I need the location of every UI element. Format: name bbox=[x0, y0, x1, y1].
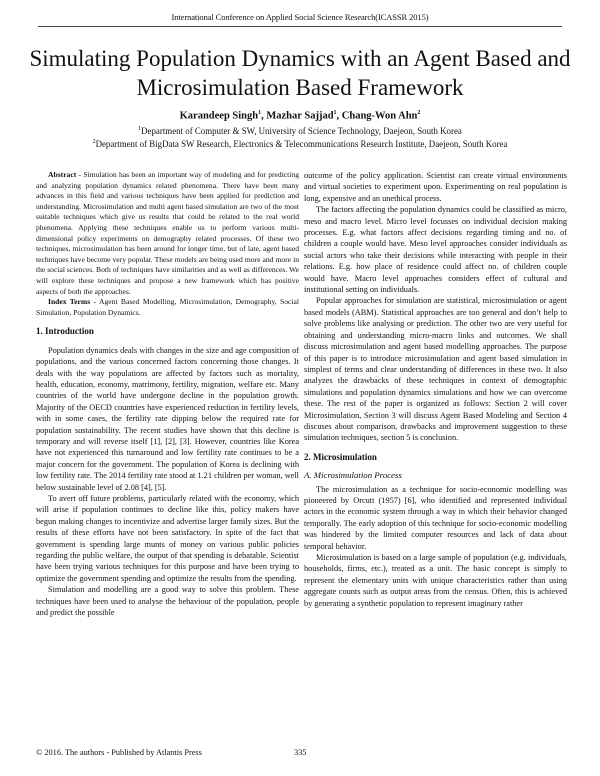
abstract-label: Abstract bbox=[48, 170, 77, 179]
affiliation-text: Department of Computer & SW, University of Science Technology, Daejeon, South Korea bbox=[141, 126, 462, 136]
paragraph: To avert off future problems, particularly related with the economy, which will arise if population continues to decline like this, policy makers have begun making changes to incentivize and advertise larger family sizes. But the results of these efforts have not been satisfactory. In spite of the fact that government is spending large munts of money on various public policies regarding the public welfare, the output of that spending is debatable. Scientist have been trying various techniques for this purpose and have been trying to optimize the government spending and optimize the results from the spending. bbox=[36, 494, 299, 583]
affiliation-1 bbox=[0, 126, 600, 136]
header-rule bbox=[38, 26, 562, 27]
section-heading-introduction: 1. Introduction bbox=[36, 326, 94, 337]
author-separator: , bbox=[261, 110, 267, 122]
paper-title bbox=[20, 44, 580, 102]
paragraph: outcome of the policy application. Scientist can create virtual environments and virtual societies to experiment upon. Experimenting on real population is long, expensive and an unethical process. bbox=[304, 171, 567, 203]
index-terms-label: Index Terms bbox=[48, 297, 91, 307]
index-terms-text: - Agent Based Modelling, Microsimulation, Demography, Social Simulation, Population Dynamics. bbox=[36, 297, 299, 317]
copyright-notice: © 2016. The authors - Published by Atlantis Press bbox=[36, 748, 202, 757]
paragraph: Popular approaches for simulation are statistical, microsimulation or agent based models (ABM). Statistical approaches are too general and don’t help to solve problems like analysing or prediction. The other two are very useful for obtaining and understanding micro-macro links and outcomes. We shall discuss microsimulation and agent based modelling approaches. The purpose of this paper is to introduce microsimulation and agent based simulation in simplest of terms and clear understanding of differences in these two. It also analyzes the drawbacks of these techniques in context of demographic simulations and population dynamics simulations and how we can overcome these. The rest of the paper is organized as follows: Section 2 will cover Microsimulation, Section 3 will discuss Agent Based Modeling and Section 4 discuses about comparison, drawbacks and improvement suggestion to these simulation techniques, section 5 is conclusion. bbox=[304, 296, 567, 443]
title-line-1: Simulating Population Dynamics with an Agent Based and bbox=[29, 46, 571, 71]
paragraph: Population dynamics deals with changes in the size and age composition of populations, and the various concerned factors concerning those changes. It deals with the way populations are affected by factors such as mortality, health, education, economy, matrimony, fertility, migration, welfare etc. Many countries of the world have undergone decline in the population growth. Majority of the OECD countries have experienced reduction in fertility levels, with in some cases, the fertility rate dipping below the required rate for population sustainability. The recent studies have shown that this decline is temporary and will reverse itself [1], [2], [3]. However, countries like Korea have not experienced this turnaround and low fertility rate continues to be a major concern for the government. The population of Korea is declining with low fertility rate. The 2014 fertility rate stood at 1.21 children per woman, well below sustainable level of 2.08 [4], [5]. bbox=[36, 345, 299, 492]
paragraph: Simulation and modelling are a good way to solve this problem. These techniques have been used to analyse the behaviour of the population, people and predict the possible bbox=[36, 585, 299, 618]
affiliation-2 bbox=[0, 139, 600, 149]
abstract bbox=[36, 170, 299, 297]
author-affiliation-mark: 1 bbox=[258, 110, 262, 116]
author-affiliation-mark: 1 bbox=[333, 110, 337, 116]
page-number: 335 bbox=[294, 748, 307, 757]
affiliation-mark: 1 bbox=[138, 126, 142, 133]
conference-header: International Conference on Applied Social Science Research(ICASSR 2015) bbox=[171, 12, 429, 22]
subsection-heading-microsimulation-process: A. Microsimulation Process bbox=[304, 470, 402, 481]
author-name: Karandeep Singh bbox=[179, 110, 259, 122]
paragraph: Microsimulation is based on a large sample of population (e.g. individuals, households, firms, etc.), treated as a unit. The basic concept is simply to represent the elementary units with unique characteristics rather than using aggregate counts such as output areas from the census. Often, this is achieved by generating a synthetic population to represent imaginary rather bbox=[304, 553, 567, 608]
left-column bbox=[36, 170, 299, 618]
section-heading-microsimulation: 2. Microsimulation bbox=[304, 451, 377, 462]
abstract-text: - Simulation has been an important way of modeling and for predicting and analyzing population dynamics related phenomena. There have been many advances in this field and various techniques have been applied for prediction and understanding. Microsimulation and multi agent based simulation are two of the most suitable techniques which give us results that could be related to the real world phenomena. Applying these techniques enable us to perform various multi-dimensional policy experiments on demography related processes. Of these two techniques, microsimulation has been around for longer time, but of late, agent based techniques have become very popular. These models are being used more and more in the social sciences. Both of techniques have similarities and as well as differences. We will explore these techniques and propose a new framework which has positive aspects of both the approaches. bbox=[36, 170, 299, 296]
title-line-2: Microsimulation Based Framework bbox=[136, 75, 464, 100]
author-affiliation-mark: 2 bbox=[417, 110, 421, 116]
author-list bbox=[0, 110, 600, 122]
affiliation-mark: 2 bbox=[92, 139, 96, 146]
author-separator: , bbox=[336, 110, 342, 122]
affiliation-text: Department of BigData SW Research, Electronics & Telecommunications Research Institute, Daejeon, South Korea bbox=[95, 139, 508, 149]
right-column bbox=[304, 170, 567, 609]
paragraph: The factors affecting the population dynamics could be classified as micro, meso and macro level. Micro level focusses on individual decision making processes. E.g. what factors affect decisions regarding timing and no. of children a couple would have. Meso level approaches consider individuals as social actors who take their decisions while interacting with people in their relations. E.g. how place of residence could affect no. of children couple would have. Macro level approaches considers effect of cultural and institutional setting on individuals. bbox=[304, 205, 567, 295]
author-name: Chang-Won Ahn bbox=[341, 110, 418, 122]
author-name: Mazhar Sajjad bbox=[266, 110, 334, 122]
paragraph: The microsimulation as a technique for socio-economic modelling was pioneered by Orcutt (1957) [6], who identified and represented individual actors in the economic system through a way in which their behavior changed temporally. The early adoption of this technique for socio-economic modelling was hindered by the limited computer resources and lack of data about temporal behavior. bbox=[304, 484, 567, 551]
index-terms bbox=[36, 297, 299, 318]
